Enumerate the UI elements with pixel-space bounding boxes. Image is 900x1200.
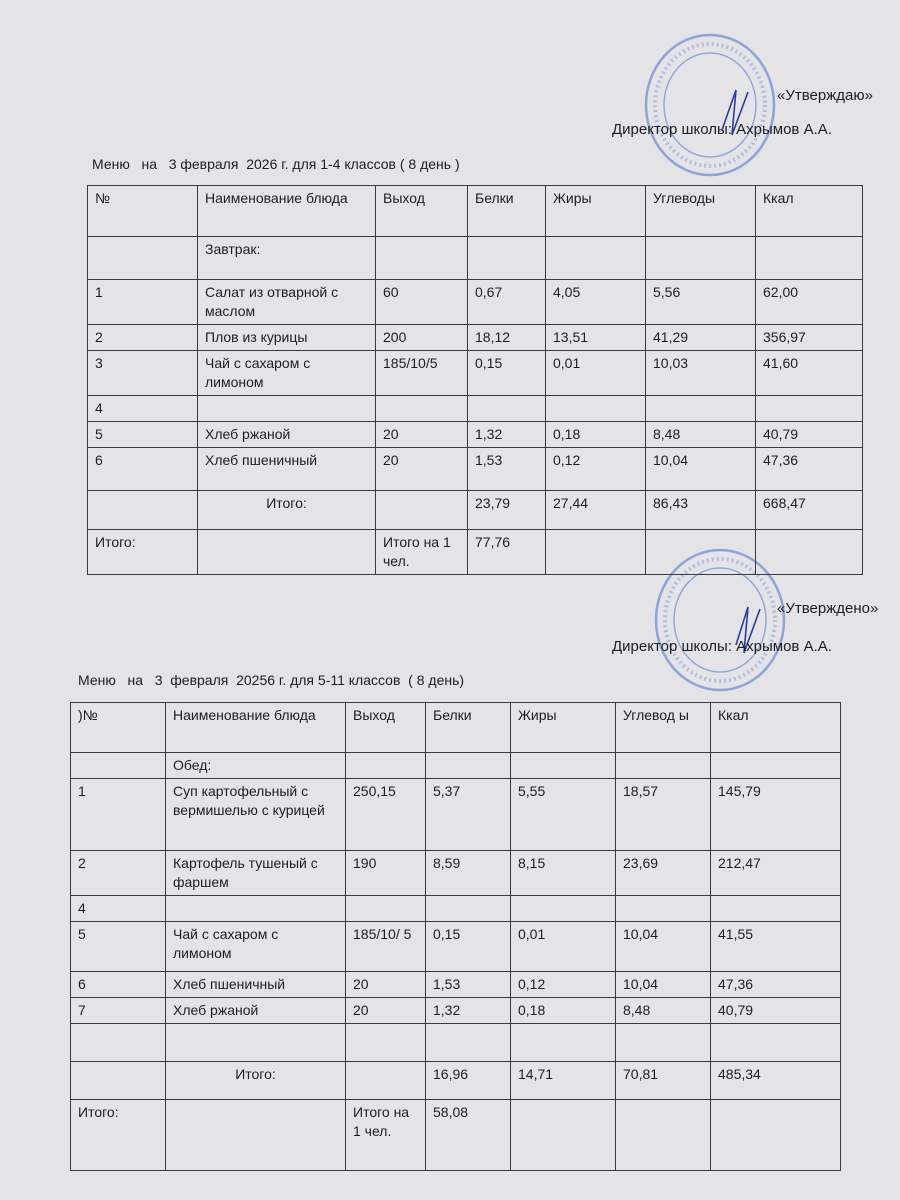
table-cell: 23,69 (616, 851, 711, 896)
table-cell: Хлеб ржаной (166, 998, 346, 1024)
column-header: Углеводы (646, 186, 756, 237)
table-cell (346, 1062, 426, 1100)
table-row (88, 351, 863, 396)
column-header: Выход (346, 703, 426, 753)
table-cell (346, 1024, 426, 1062)
table-cell: 4 (71, 896, 166, 922)
table-cell: 60 (376, 280, 468, 325)
table-cell: 10,04 (616, 972, 711, 998)
table-cell (546, 530, 646, 575)
table-cell: 18,12 (468, 325, 546, 351)
table-cell: 20 (376, 448, 468, 491)
table-cell (546, 396, 646, 422)
table-cell: 1,53 (468, 448, 546, 491)
table-cell: Итого: (166, 1062, 346, 1100)
table-cell: Картофель тушеный с фаршем (166, 851, 346, 896)
table-cell: 3 (88, 351, 198, 396)
table-cell: 1 (88, 280, 198, 325)
table-cell: 40,79 (756, 422, 863, 448)
table-cell (346, 753, 426, 779)
table-cell: 185/10/5 (376, 351, 468, 396)
table-cell: Итого на 1 чел. (376, 530, 468, 575)
table-cell (511, 1024, 616, 1062)
table-cell (616, 896, 711, 922)
table-cell (616, 753, 711, 779)
table-cell: 1,32 (426, 998, 511, 1024)
table-cell: 8,48 (646, 422, 756, 448)
table-cell: 0,18 (511, 998, 616, 1024)
table-cell: Обед: (166, 753, 346, 779)
table-row (88, 422, 863, 448)
table-cell: Итого: (71, 1100, 166, 1171)
table-cell: 6 (88, 448, 198, 491)
table-cell: 5 (71, 922, 166, 972)
table-row (71, 1100, 841, 1171)
table-cell: 47,36 (711, 972, 841, 998)
table-cell (198, 396, 376, 422)
table-cell: 47,36 (756, 448, 863, 491)
table-row (88, 325, 863, 351)
table-cell (376, 396, 468, 422)
table-cell (711, 896, 841, 922)
table-cell (511, 1100, 616, 1171)
table-cell: 2 (88, 325, 198, 351)
column-header: Ккал (756, 186, 863, 237)
table-cell (426, 896, 511, 922)
table-row (71, 1062, 841, 1100)
table-cell: Итого на 1 чел. (346, 1100, 426, 1171)
table-cell (646, 237, 756, 280)
table-cell: 0,12 (511, 972, 616, 998)
table-cell: Завтрак: (198, 237, 376, 280)
approval-label-1: «Утверждаю» (777, 87, 873, 104)
table-cell: Хлеб ржаной (198, 422, 376, 448)
table-cell: Хлеб пшеничный (166, 972, 346, 998)
table-row (71, 922, 841, 972)
table-cell: 10,04 (616, 922, 711, 972)
table-cell: Хлеб пшеничный (198, 448, 376, 491)
table-cell: 185/10/ 5 (346, 922, 426, 972)
table-cell: 200 (376, 325, 468, 351)
table-cell: 0,15 (426, 922, 511, 972)
column-header: Наименование блюда (198, 186, 376, 237)
table-cell: 13,51 (546, 325, 646, 351)
table-cell: Чай с сахаром с лимоном (166, 922, 346, 972)
table-cell: 0,67 (468, 280, 546, 325)
table-cell: 6 (71, 972, 166, 998)
table-cell: 0,12 (546, 448, 646, 491)
table-header-row (71, 703, 841, 753)
table-cell: 485,34 (711, 1062, 841, 1100)
table-cell: 18,57 (616, 779, 711, 851)
table-cell: 41,29 (646, 325, 756, 351)
column-header: Ккал (711, 703, 841, 753)
director-signature-line-1: Директор школы: Ахрымов А.А. (612, 121, 832, 138)
table-cell (711, 1100, 841, 1171)
table-cell (376, 491, 468, 530)
column-header: Жиры (511, 703, 616, 753)
table-cell (546, 237, 646, 280)
table-cell: 20 (346, 998, 426, 1024)
table-cell: 250,15 (346, 779, 426, 851)
table-cell: 10,03 (646, 351, 756, 396)
table-cell: 58,08 (426, 1100, 511, 1171)
column-header: № (88, 186, 198, 237)
table-cell: Плов из курицы (198, 325, 376, 351)
table-cell: 20 (376, 422, 468, 448)
table-cell (756, 396, 863, 422)
table-cell (166, 1024, 346, 1062)
table-cell: 0,01 (546, 351, 646, 396)
table-cell (646, 396, 756, 422)
table-cell: 40,79 (711, 998, 841, 1024)
table-cell (711, 1024, 841, 1062)
table-header-row (88, 186, 863, 237)
table-cell: 7 (71, 998, 166, 1024)
table-row (88, 280, 863, 325)
table-cell (616, 1100, 711, 1171)
table-cell: 4,05 (546, 280, 646, 325)
table-cell: 145,79 (711, 779, 841, 851)
column-header: Углевод ы (616, 703, 711, 753)
school-seal-stamp-1 (640, 30, 780, 180)
table-cell (198, 530, 376, 575)
table-cell: 41,55 (711, 922, 841, 972)
table-cell: 16,96 (426, 1062, 511, 1100)
table-cell: Суп картофельный с вермишелью с курицей (166, 779, 346, 851)
table-cell: 0,15 (468, 351, 546, 396)
table-cell (71, 1062, 166, 1100)
table-cell: 5,37 (426, 779, 511, 851)
table-cell (71, 1024, 166, 1062)
table-row (88, 530, 863, 575)
table-row (71, 998, 841, 1024)
menu-title-2: Меню на 3 февраля 20256 г. для 5-11 классов ( 8 день) (78, 672, 465, 688)
table-cell: 0,01 (511, 922, 616, 972)
table-cell: Итого: (88, 530, 198, 575)
table-cell (88, 237, 198, 280)
column-header: Белки (468, 186, 546, 237)
table-cell: 4 (88, 396, 198, 422)
menu-table-1-4 (87, 185, 863, 575)
table-row (71, 779, 841, 851)
approval-label-2: «Утверждено» (777, 600, 879, 617)
table-cell: 212,47 (711, 851, 841, 896)
table-cell: 190 (346, 851, 426, 896)
table-cell (71, 753, 166, 779)
table-cell (511, 896, 616, 922)
table-cell (426, 1024, 511, 1062)
table-cell: 5,55 (511, 779, 616, 851)
table-cell: 86,43 (646, 491, 756, 530)
column-header: Жиры (546, 186, 646, 237)
column-header: Белки (426, 703, 511, 753)
table-cell: 10,04 (646, 448, 756, 491)
table-cell: Салат из отварной с маслом (198, 280, 376, 325)
table-cell: 5 (88, 422, 198, 448)
table-cell: 1 (71, 779, 166, 851)
table-cell: 62,00 (756, 280, 863, 325)
table-cell: 1,32 (468, 422, 546, 448)
table-cell: 23,79 (468, 491, 546, 530)
table-cell: 77,76 (468, 530, 546, 575)
table-cell: 41,60 (756, 351, 863, 396)
table-cell: 668,47 (756, 491, 863, 530)
menu-title-1: Меню на 3 февраля 2026 г. для 1-4 классов ( 8 день ) (92, 156, 460, 172)
column-header: Выход (376, 186, 468, 237)
table-row (88, 396, 863, 422)
column-header: )№ (71, 703, 166, 753)
table-cell (756, 237, 863, 280)
table-row (88, 491, 863, 530)
table-cell (376, 237, 468, 280)
table-row (71, 753, 841, 779)
table-cell (616, 1024, 711, 1062)
table-cell: 2 (71, 851, 166, 896)
table-cell (346, 896, 426, 922)
table-cell (166, 896, 346, 922)
table-cell: 0,18 (546, 422, 646, 448)
table-row (88, 237, 863, 280)
table-cell: 8,59 (426, 851, 511, 896)
table-cell (511, 753, 616, 779)
table-cell: 70,81 (616, 1062, 711, 1100)
column-header: Наименование блюда (166, 703, 346, 753)
table-cell: Итого: (198, 491, 376, 530)
menu-table-5-11 (70, 702, 841, 1171)
table-row (88, 448, 863, 491)
table-cell: 14,71 (511, 1062, 616, 1100)
table-cell: 1,53 (426, 972, 511, 998)
table-cell (711, 753, 841, 779)
table-cell (646, 530, 756, 575)
table-cell (468, 237, 546, 280)
director-signature-line-2: Директор школы: Ахрымов А.А. (612, 638, 832, 655)
table-cell: 5,56 (646, 280, 756, 325)
table-row (71, 896, 841, 922)
table-cell: Чай с сахаром с лимоном (198, 351, 376, 396)
table-cell (756, 530, 863, 575)
table-cell: 27,44 (546, 491, 646, 530)
table-cell: 20 (346, 972, 426, 998)
table-cell (88, 491, 198, 530)
table-row (71, 851, 841, 896)
table-cell: 8,48 (616, 998, 711, 1024)
table-cell: 8,15 (511, 851, 616, 896)
table-cell: 356,97 (756, 325, 863, 351)
table-cell (468, 396, 546, 422)
table-row (71, 1024, 841, 1062)
table-cell (166, 1100, 346, 1171)
table-cell (426, 753, 511, 779)
table-row (71, 972, 841, 998)
